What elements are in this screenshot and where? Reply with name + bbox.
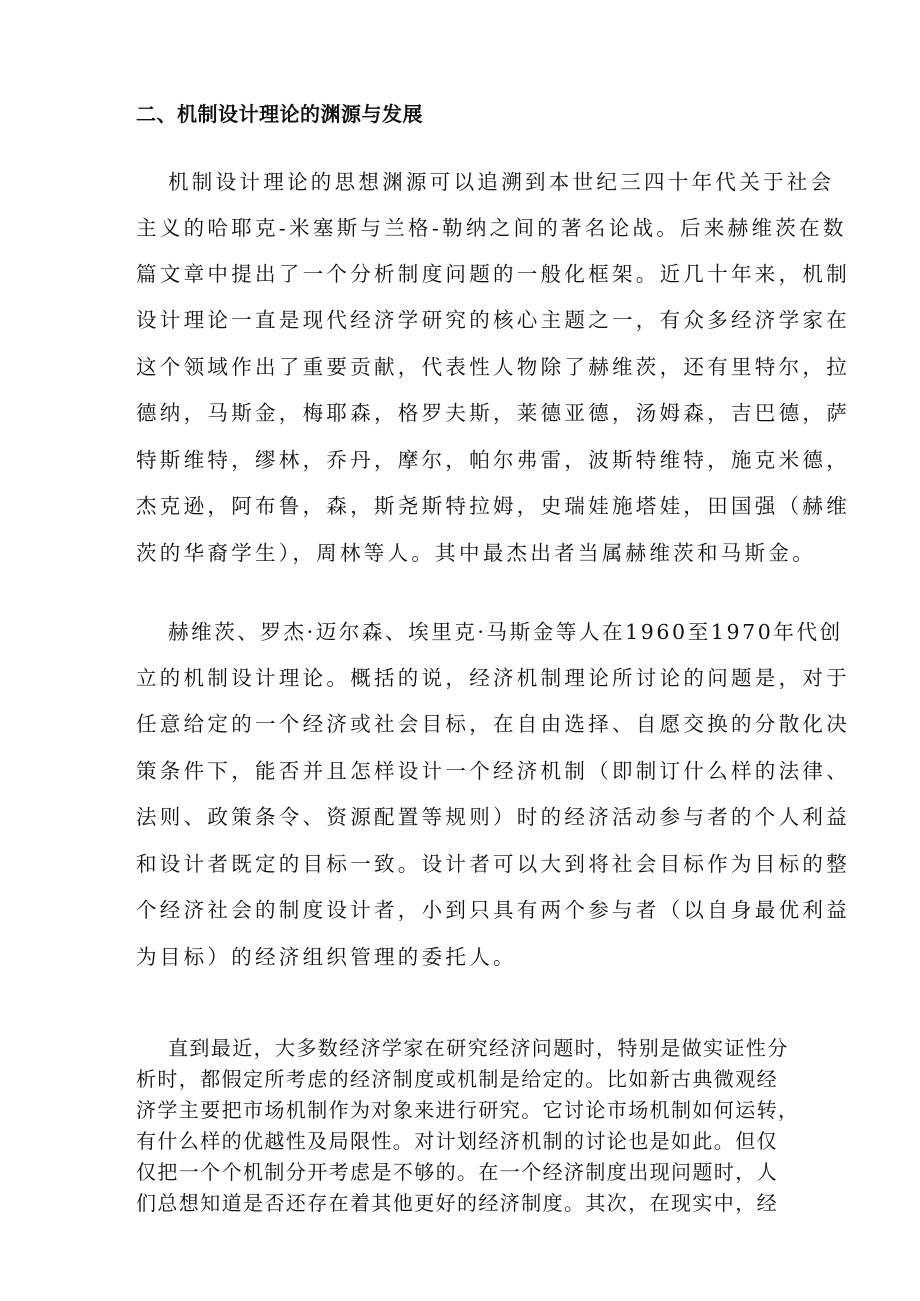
paragraph-3-line: 有什么样的优越性及局限性。对计划经济机制的讨论也是如此。但仅	[136, 1129, 778, 1153]
paragraph-1-line: 主义的哈耶克-米塞斯与兰格-勒纳之间的著名论战。后来赫维茨在数	[136, 216, 847, 240]
paragraph-2-line: 和设计者既定的目标一致。设计者可以大到将社会目标作为目标的整	[136, 852, 850, 876]
paragraph-1-line: 杰克逊，阿布鲁，森，斯尧斯特拉姆，史瑞娃施塔娃，田国强（赫维	[136, 494, 850, 518]
paragraph-1-line: 这个领域作出了重要贡献，代表性人物除了赫维茨，还有里特尔，拉	[136, 355, 850, 379]
paragraph-3-line: 仅把一个个机制分开考虑是不够的。在一个经济制度出现问题时，人	[136, 1160, 778, 1184]
paragraph-3-line: 济学主要把市场机制作为对象来进行研究。它讨论市场机制如何运转，	[136, 1098, 800, 1122]
paragraph-2-line: 赫维茨、罗杰·迈尔森、埃里克·马斯金等人在1960至1970年代创	[168, 620, 843, 644]
paragraph-1-line: 特斯维特，缪林，乔丹，摩尔，帕尔弗雷，波斯特维特，施克米德，	[136, 448, 850, 472]
paragraph-1-line: 篇文章中提出了一个分析制度问题的一般化框架。近几十年来，机制	[136, 262, 850, 286]
paragraph-2-line: 策条件下，能否并且怎样设计一个经济机制（即制订什么样的法律、	[136, 759, 850, 783]
paragraph-2-line: 法则、政策条令、资源配置等规则）时的经济活动参与者的个人利益	[136, 805, 850, 829]
paragraph-1-line: 机制设计理论的思想渊源可以追溯到本世纪三四十年代关于社会	[168, 170, 835, 194]
paragraph-1-line: 设计理论一直是现代经济学研究的核心主题之一，有众多经济学家在	[136, 308, 850, 332]
paragraph-1-line: 德纳，马斯金，梅耶森，格罗夫斯，莱德亚德，汤姆森，吉巴德，萨	[136, 401, 850, 425]
paragraph-2-line: 为目标）的经济组织管理的委托人。	[136, 945, 517, 969]
paragraph-3-line: 直到最近，大多数经济学家在研究经济问题时，特别是做实证性分	[168, 1036, 789, 1060]
paragraph-1-line: 茨的华裔学生），周林等人。其中最杰出者当属赫维茨和马斯金。	[136, 541, 816, 565]
paragraph-2-line: 任意给定的一个经济或社会目标，在自由选择、自愿交换的分散化决	[136, 712, 850, 736]
paragraph-3-line: 析时，都假定所考虑的经济制度或机制是给定的。比如新古典微观经	[136, 1067, 778, 1091]
paragraph-2-line: 立的机制设计理论。概括的说，经济机制理论所讨论的问题是，对于	[136, 666, 850, 690]
paragraph-2-line: 个经济社会的制度设计者，小到只具有两个参与者（以自身最优利益	[136, 898, 850, 922]
section-heading: 二、机制设计理论的渊源与发展	[136, 102, 423, 126]
paragraph-3-line: 们总想知道是否还存在着其他更好的经济制度。其次，在现实中，经	[136, 1191, 778, 1215]
